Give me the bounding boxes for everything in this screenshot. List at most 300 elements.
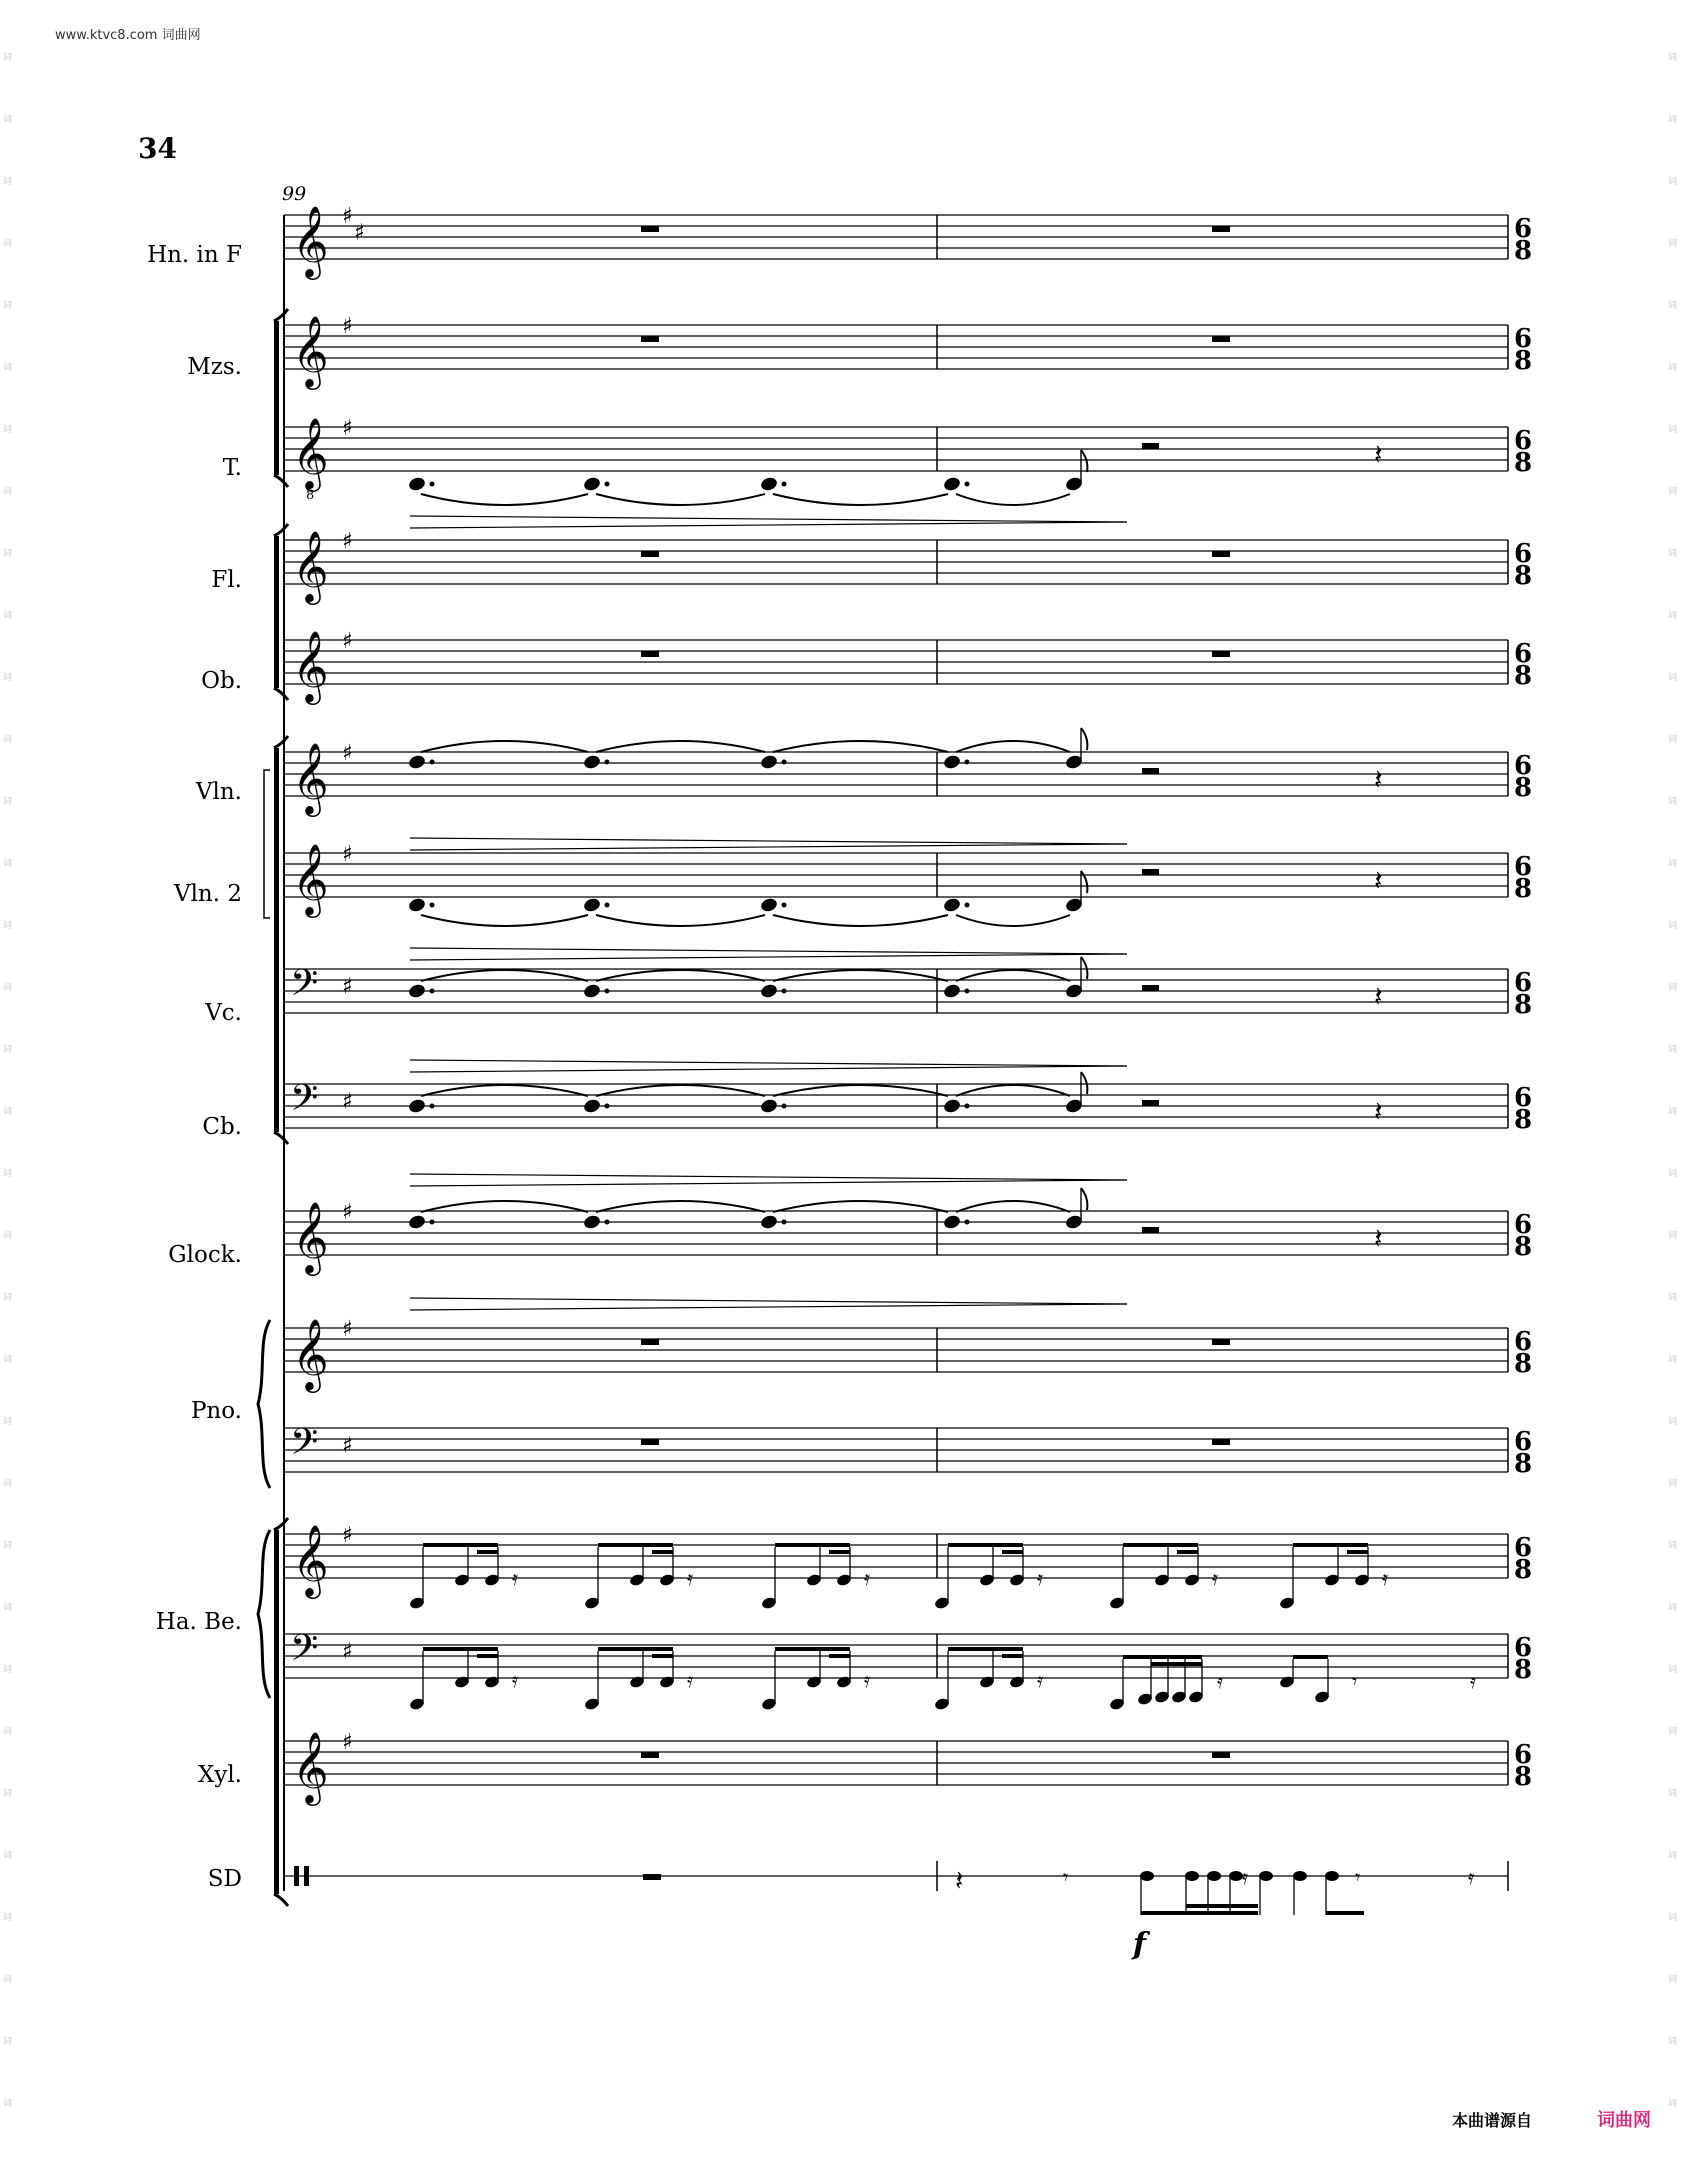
label-xylophone: Xyl.: [197, 1762, 242, 1788]
tie: [596, 970, 765, 981]
treble-clef-icon: 𝄞: [292, 1523, 329, 1596]
note-head: [759, 897, 778, 914]
augmentation-dot: [965, 903, 970, 908]
watermark-glyph: 词: [1668, 1541, 1678, 1551]
watermark-glyph: 词: [3, 735, 13, 745]
note-head: [759, 983, 778, 1000]
watermark-glyph: 词: [3, 177, 13, 187]
tie: [421, 741, 588, 752]
label-harp-bells: Ha. Be.: [155, 1609, 242, 1635]
half-rest: [1142, 768, 1159, 774]
watermark-glyph: 词: [1668, 983, 1678, 993]
sixteenth-rest-icon: 𝄿: [864, 1668, 871, 1692]
note-head: [407, 983, 426, 1000]
tie: [773, 741, 948, 752]
footer-brand-link[interactable]: 词曲网: [1597, 2110, 1651, 2131]
hairpin-line: [410, 1298, 1127, 1304]
watermark-glyph: 词: [3, 797, 13, 807]
time-signature-bottom: 8: [1514, 874, 1533, 904]
beam: [1326, 1911, 1364, 1915]
note-head: [1293, 1871, 1307, 1881]
bass-clef-icon: 𝄢: [290, 1421, 319, 1472]
half-rest: [1142, 1227, 1159, 1233]
whole-rest: [643, 1874, 661, 1880]
time-signature-top: 6: [1514, 1210, 1533, 1240]
tie: [596, 741, 765, 752]
time-signature-bottom: 8: [1514, 773, 1533, 803]
beam: [775, 1543, 850, 1547]
watermark-glyph: 词: [1668, 1975, 1678, 1985]
beam: [1177, 1550, 1198, 1554]
watermark-glyph: 词: [1668, 53, 1678, 63]
beam: [1151, 1662, 1202, 1666]
note-flag: [1081, 450, 1087, 472]
whole-rest: [1212, 1339, 1230, 1345]
augmentation-dot: [430, 760, 435, 765]
octave-marker: 8: [306, 488, 315, 503]
tie: [956, 741, 1070, 752]
tie: [956, 1201, 1070, 1212]
watermark-glyph: 词: [3, 1107, 13, 1117]
brace-harp: [258, 1530, 270, 1698]
tie: [421, 494, 588, 505]
treble-clef-icon: 𝄞: [292, 1730, 329, 1803]
beam: [1002, 1550, 1023, 1554]
watermark-glyph: 词: [1668, 1603, 1678, 1613]
bracket-woodwinds-hook: [274, 688, 288, 700]
sharp-icon: ♯: [342, 1639, 353, 1665]
time-signature-bottom: 8: [1514, 1449, 1533, 1479]
watermark-glyph: 词: [1668, 1913, 1678, 1923]
beam: [1293, 1543, 1368, 1547]
watermark-glyph: 词: [1668, 1789, 1678, 1799]
beam: [829, 1550, 850, 1554]
watermark-glyph: 词: [3, 1045, 13, 1055]
label-contrabass: Cb.: [202, 1114, 242, 1140]
time-signature-bottom: 8: [1514, 448, 1533, 478]
time-signature-top: 6: [1514, 639, 1533, 669]
note-head: [942, 754, 961, 771]
treble-clef-icon: 𝄞: [292, 1200, 329, 1273]
watermark-glyph: 词: [3, 1603, 13, 1613]
note-head: [407, 476, 426, 493]
tie: [773, 494, 948, 505]
note-head: [407, 897, 426, 914]
hairpin-line: [410, 522, 1127, 528]
treble-clef-icon: 𝄞: [292, 1317, 329, 1390]
bracket-voices-hook: [274, 309, 288, 321]
augmentation-dot: [605, 1104, 610, 1109]
sixteenth-rest-icon: 𝄿: [512, 1566, 519, 1590]
hairpin-line: [410, 1060, 1127, 1066]
beam: [1123, 1655, 1202, 1659]
time-signature-bottom: 8: [1514, 1655, 1533, 1685]
watermark-glyph: 词: [1668, 735, 1678, 745]
treble-clef-icon: 𝄞: [292, 529, 329, 602]
note-flag: [1081, 728, 1087, 750]
sharp-icon: ♯: [342, 1317, 353, 1342]
augmentation-dot: [605, 760, 610, 765]
watermark-glyph: 词: [1668, 487, 1678, 497]
bass-clef-icon: 𝄢: [290, 1077, 319, 1128]
watermark-glyph: 词: [3, 239, 13, 249]
note-head: [759, 1214, 778, 1231]
whole-rest: [1212, 1752, 1230, 1758]
note-head: [942, 983, 961, 1000]
watermark-glyph: 词: [1668, 1851, 1678, 1861]
augmentation-dot: [965, 482, 970, 487]
label-piano: Pno.: [190, 1398, 242, 1424]
watermark-glyph: 词: [1668, 549, 1678, 559]
half-rest: [1142, 443, 1159, 449]
augmentation-dot: [605, 903, 610, 908]
whole-rest: [1212, 651, 1230, 657]
site-url: www.ktvc8.com 词曲网: [55, 28, 201, 43]
augmentation-dot: [430, 989, 435, 994]
watermark-glyph: 词: [3, 1293, 13, 1303]
quarter-rest-icon: 𝄽: [1374, 980, 1383, 1013]
time-signature-top: 6: [1514, 539, 1533, 569]
whole-rest: [1212, 336, 1230, 342]
watermark-glyph: 词: [1668, 1169, 1678, 1179]
tie: [421, 1085, 588, 1096]
watermark-glyph: 词: [1668, 239, 1678, 249]
time-signature-top: 6: [1514, 214, 1533, 244]
sharp-icon: ♯: [342, 842, 353, 867]
beam: [948, 1647, 1023, 1651]
time-signature-bottom: 8: [1514, 561, 1533, 591]
bracket-strings-hook: [274, 736, 288, 748]
watermark-glyph: 词: [1668, 363, 1678, 373]
beam: [423, 1543, 498, 1547]
note-head: [407, 1214, 426, 1231]
bracket-percussion-hook: [274, 1894, 288, 1906]
tie: [956, 915, 1070, 926]
tie: [773, 1201, 948, 1212]
watermark-glyph: 词: [3, 1665, 13, 1675]
sharp-icon: ♯: [342, 974, 353, 1000]
note-head: [582, 897, 601, 914]
label-horn: Hn. in F: [147, 242, 242, 268]
time-signature-top: 6: [1514, 1427, 1533, 1457]
beam: [477, 1654, 498, 1658]
tie: [956, 1085, 1070, 1096]
watermark-glyph: 词: [3, 425, 13, 435]
sharp-icon: ♯: [342, 1523, 353, 1548]
sharp-icon: ♯: [342, 1433, 353, 1459]
note-head: [759, 1098, 778, 1115]
augmentation-dot: [605, 1220, 610, 1225]
watermark-glyph: 词: [1668, 301, 1678, 311]
watermark-glyph: 词: [3, 1355, 13, 1365]
watermark-glyph: 词: [1668, 2099, 1678, 2109]
sharp-icon: ♯: [354, 220, 365, 246]
watermark-glyph: 词: [3, 1169, 13, 1179]
note-head: [942, 476, 961, 493]
tie: [773, 915, 948, 926]
whole-rest: [641, 1339, 659, 1345]
treble-clef-icon: 𝄞: [292, 842, 329, 915]
watermark-glyph: 词: [3, 1913, 13, 1923]
bass-clef-icon: 𝄢: [290, 962, 319, 1013]
label-oboe: Ob.: [201, 668, 242, 694]
augmentation-dot: [430, 903, 435, 908]
watermark-glyph: 词: [3, 2037, 13, 2047]
hairpin-line: [410, 954, 1127, 960]
label-tenor: T.: [222, 455, 242, 481]
time-signature-bottom: 8: [1514, 1349, 1533, 1379]
eighth-rest-icon: 𝄾: [1355, 1865, 1361, 1889]
sixteenth-rest-icon: 𝄿: [1217, 1669, 1224, 1693]
time-signature-top: 6: [1514, 1740, 1533, 1770]
tie: [956, 494, 1070, 505]
augmentation-dot: [965, 1104, 970, 1109]
bracket-percussion: [274, 1530, 279, 1894]
quarter-rest-icon: 𝄽: [1374, 438, 1383, 471]
measure-number: 99: [282, 183, 307, 205]
watermark-glyph: 词: [3, 301, 13, 311]
time-signature-bottom: 8: [1514, 236, 1533, 266]
augmentation-dot: [782, 1104, 787, 1109]
time-signature-top: 6: [1514, 852, 1533, 882]
beam: [652, 1550, 673, 1554]
sixteenth-rest-icon: 𝄿: [1468, 1865, 1475, 1889]
watermark-glyph: 词: [1668, 1107, 1678, 1117]
sharp-icon: ♯: [342, 1089, 353, 1115]
beam: [948, 1543, 1023, 1547]
time-signature-bottom: 8: [1514, 1232, 1533, 1262]
beam: [423, 1647, 498, 1651]
note-head: [759, 754, 778, 771]
watermark-glyph: 词: [1668, 1293, 1678, 1303]
tie: [596, 494, 765, 505]
note-head: [407, 1098, 426, 1115]
note-head: [1185, 1871, 1199, 1881]
page-number: 34: [138, 132, 177, 165]
eighth-rest-icon: 𝄾: [1063, 1865, 1069, 1889]
whole-rest: [641, 1439, 659, 1445]
sixteenth-rest-icon: 𝄿: [687, 1668, 694, 1692]
watermark-glyph: 词: [3, 1231, 13, 1241]
hairpin-line: [410, 844, 1127, 850]
tie: [596, 1201, 765, 1212]
watermark-glyph: 词: [3, 2099, 13, 2109]
half-rest: [1142, 1100, 1159, 1106]
watermark-glyph: 词: [3, 1851, 13, 1861]
sixteenth-rest-icon: 𝄿: [1037, 1566, 1044, 1590]
bracket-strings: [274, 748, 279, 1132]
treble-clef-icon: 𝄞: [292, 314, 329, 387]
whole-rest: [1212, 551, 1230, 557]
treble-clef-icon: 𝄞: [292, 629, 329, 702]
tie: [596, 1085, 765, 1096]
tie: [956, 970, 1070, 981]
label-snare-drum: SD: [207, 1866, 242, 1892]
augmentation-dot: [782, 482, 787, 487]
note-head: [1229, 1871, 1243, 1881]
percussion-clef: [304, 1866, 309, 1886]
watermark-glyph: 词: [3, 673, 13, 683]
augmentation-dot: [430, 1220, 435, 1225]
hairpin-line: [410, 1174, 1127, 1180]
sharp-icon: ♯: [342, 1200, 353, 1225]
label-violin-1: Vln.: [195, 779, 242, 805]
watermark-glyph: 词: [3, 115, 13, 125]
label-glockenspiel: Glock.: [168, 1242, 242, 1268]
whole-rest: [641, 551, 659, 557]
augmentation-dot: [605, 482, 610, 487]
note-head: [942, 1098, 961, 1115]
time-signature-top: 6: [1514, 968, 1533, 998]
note-head: [942, 1214, 961, 1231]
note-head: [1207, 1871, 1221, 1881]
tie: [421, 1201, 588, 1212]
sharp-icon: ♯: [342, 314, 353, 339]
quarter-rest-icon: 𝄽: [955, 1864, 964, 1897]
bracket-percussion-hook: [274, 1518, 288, 1530]
watermark-glyph: 词: [3, 1975, 13, 1985]
whole-rest: [1212, 226, 1230, 232]
note-flag: [1081, 957, 1087, 979]
watermark-glyph: 词: [3, 921, 13, 931]
time-signature-top: 6: [1514, 426, 1533, 456]
bracket-voices-hook: [274, 475, 288, 487]
watermark-glyph: 词: [1668, 859, 1678, 869]
time-signature-top: 6: [1514, 1633, 1533, 1663]
watermark-glyph: 词: [1668, 1045, 1678, 1055]
watermark-glyph: 词: [3, 549, 13, 559]
augmentation-dot: [605, 989, 610, 994]
sixteenth-rest-icon: 𝄿: [1470, 1669, 1477, 1693]
watermark-glyph: 词: [1668, 1231, 1678, 1241]
watermark-glyph: 词: [1668, 425, 1678, 435]
bracket-woodwinds-hook: [274, 524, 288, 536]
note-head: [759, 476, 778, 493]
hairpin-line: [410, 1066, 1127, 1072]
tie: [421, 915, 588, 926]
label-mezzo: Mzs.: [187, 354, 242, 380]
note-head: [582, 1098, 601, 1115]
sharp-icon: ♯: [342, 416, 353, 441]
watermark-glyph: 词: [3, 983, 13, 993]
augmentation-dot: [782, 1220, 787, 1225]
watermark-glyph: 词: [1668, 177, 1678, 187]
augmentation-dot: [430, 1104, 435, 1109]
watermark-glyph: 词: [3, 1727, 13, 1737]
bracket-voices: [274, 321, 279, 475]
footer-source-text: 本曲谱源自: [1452, 2111, 1533, 2130]
sixteenth-rest-icon: 𝄿: [1382, 1566, 1389, 1590]
whole-rest: [641, 336, 659, 342]
sharp-icon: ♯: [342, 529, 353, 554]
sixteenth-rest-icon: 𝄿: [1037, 1668, 1044, 1692]
augmentation-dot: [782, 760, 787, 765]
time-signature-bottom: 8: [1514, 1762, 1533, 1792]
watermark-glyph: 词: [3, 1479, 13, 1489]
note-head: [582, 476, 601, 493]
watermark-glyph: 词: [3, 487, 13, 497]
beam: [1123, 1543, 1198, 1547]
half-rest: [1142, 985, 1159, 991]
augmentation-dot: [782, 989, 787, 994]
note-flag: [1081, 871, 1087, 893]
hairpin-line: [410, 1304, 1127, 1310]
watermark-glyph: 词: [1668, 115, 1678, 125]
watermark-glyph: 词: [3, 1789, 13, 1799]
note-head: [942, 897, 961, 914]
dynamic-forte: f: [1133, 1927, 1146, 1962]
hairpin-line: [410, 1180, 1127, 1186]
hairpin-line: [410, 516, 1127, 522]
time-signature-bottom: 8: [1514, 661, 1533, 691]
sixteenth-rest-icon: 𝄿: [687, 1566, 694, 1590]
note-flag: [1081, 1188, 1087, 1210]
tie: [773, 970, 948, 981]
label-cello: Vc.: [205, 1000, 242, 1026]
beam: [1002, 1654, 1023, 1658]
time-signature-bottom: 8: [1514, 1555, 1533, 1585]
note-head: [1259, 1871, 1273, 1881]
watermark-glyph: 词: [3, 53, 13, 63]
beam: [829, 1654, 850, 1658]
augmentation-dot: [965, 760, 970, 765]
whole-rest: [1212, 1439, 1230, 1445]
beam: [598, 1543, 673, 1547]
beam: [598, 1647, 673, 1651]
watermark-glyph: 词: [3, 611, 13, 621]
time-signature-top: 6: [1514, 1327, 1533, 1357]
quarter-rest-icon: 𝄽: [1374, 1222, 1383, 1255]
time-signature-bottom: 8: [1514, 346, 1533, 376]
quarter-rest-icon: 𝄽: [1374, 763, 1383, 796]
beam: [652, 1654, 673, 1658]
augmentation-dot: [782, 903, 787, 908]
sixteenth-rest-icon: 𝄿: [512, 1668, 519, 1692]
watermark-glyph: 词: [3, 363, 13, 373]
time-signature-bottom: 8: [1514, 1105, 1533, 1135]
watermark-glyph: 词: [1668, 1727, 1678, 1737]
hairpin-line: [410, 948, 1127, 954]
quarter-rest-icon: 𝄽: [1374, 864, 1383, 897]
treble-clef-icon: 𝄞: [292, 204, 329, 277]
note-flag: [1081, 1072, 1087, 1094]
bracket-woodwinds: [274, 536, 279, 688]
watermark-glyph: 词: [3, 1417, 13, 1427]
watermark-glyph: 词: [1668, 1355, 1678, 1365]
watermark-glyph: 词: [1668, 1479, 1678, 1489]
augmentation-dot: [965, 1220, 970, 1225]
sharp-icon: ♯: [342, 629, 353, 654]
beam: [1347, 1550, 1368, 1554]
time-signature-top: 6: [1514, 751, 1533, 781]
note-head: [407, 754, 426, 771]
tie: [421, 970, 588, 981]
sharp-icon: ♯: [342, 204, 353, 229]
time-signature-top: 6: [1514, 324, 1533, 354]
note-head: [582, 754, 601, 771]
watermark-glyph: 词: [1668, 2037, 1678, 2047]
beam: [1186, 1904, 1258, 1908]
sixteenth-rest-icon: 𝄿: [864, 1566, 871, 1590]
note-head: [1140, 1871, 1154, 1881]
beam: [775, 1647, 850, 1651]
sharp-icon: ♯: [342, 1730, 353, 1755]
whole-rest: [641, 1752, 659, 1758]
watermark-glyph: 词: [1668, 1665, 1678, 1675]
half-rest: [1142, 869, 1159, 875]
whole-rest: [641, 651, 659, 657]
beam: [477, 1550, 498, 1554]
